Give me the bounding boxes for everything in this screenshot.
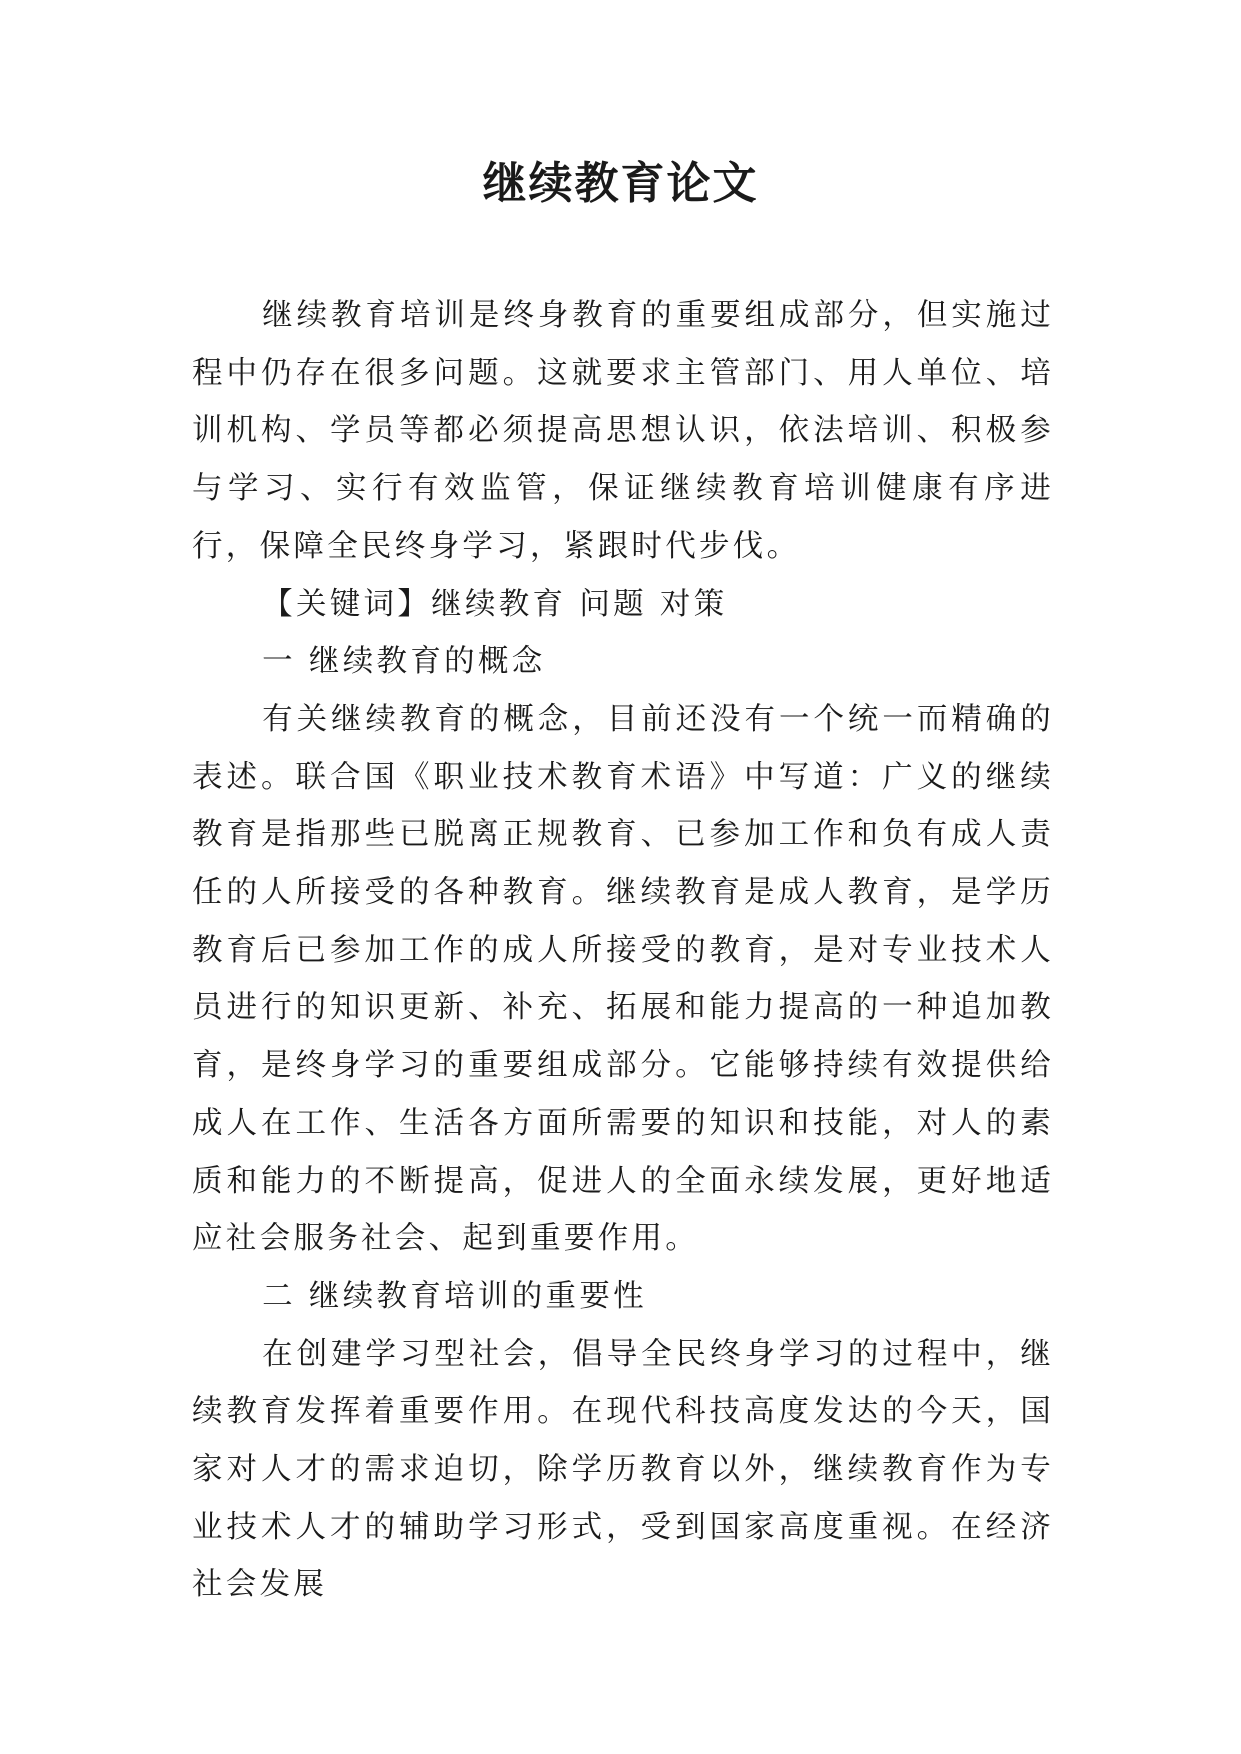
- document-body: [192, 287, 1054, 1614]
- abstract-paragraph: 继续教育培训是终身教育的重要组成部分，但实施过程中仍存在很多问题。这就要求主管部门、用人单位、培训机构、学员等都必须提高思想认识，依法培训、积极参与学习、实行有效监管，保证继续教育培训健康有序进行，保障全民终身学习，紧跟时代步伐。: [192, 298, 1054, 564]
- section-heading-2: 二 继续教育培训的重要性: [262, 1278, 647, 1314]
- page-title: 继续教育论文: [482, 158, 759, 209]
- section-1-paragraph: 有关继续教育的概念，目前还没有一个统一而精确的表述。联合国《职业技术教育术语》中写道：广义的继续教育是指那些已脱离正规教育、已参加工作和负有成人责任的人所接受的各种教育。继续教育是成人教育，是学历教育后已参加工作的成人所接受的教育，是对专业技术人员进行的知识更新、补充、拓展和能力提高的一种追加教育，是终身学习的重要组成部分。它能够持续有效提供给成人在工作、生活各方面所需要的知识和技能，对人的素质和能力的不断提高，促进人的全面永续发展，更好地适应社会服务社会、起到重要作用。: [192, 701, 1054, 1257]
- section-2-paragraph: 在创建学习型社会，倡导全民终身学习的过程中，继续教育发挥着重要作用。在现代科技高度发达的今天，国家对人才的需求迫切，除学历教育以外，继续教育作为专业技术人才的辅助学习形式，受到国家高度重视。在经济社会发展: [192, 1336, 1054, 1603]
- section-heading-1: 一 继续教育的概念: [262, 644, 546, 680]
- keywords-line: 【关键词】继续教育 问题 对策: [262, 586, 728, 622]
